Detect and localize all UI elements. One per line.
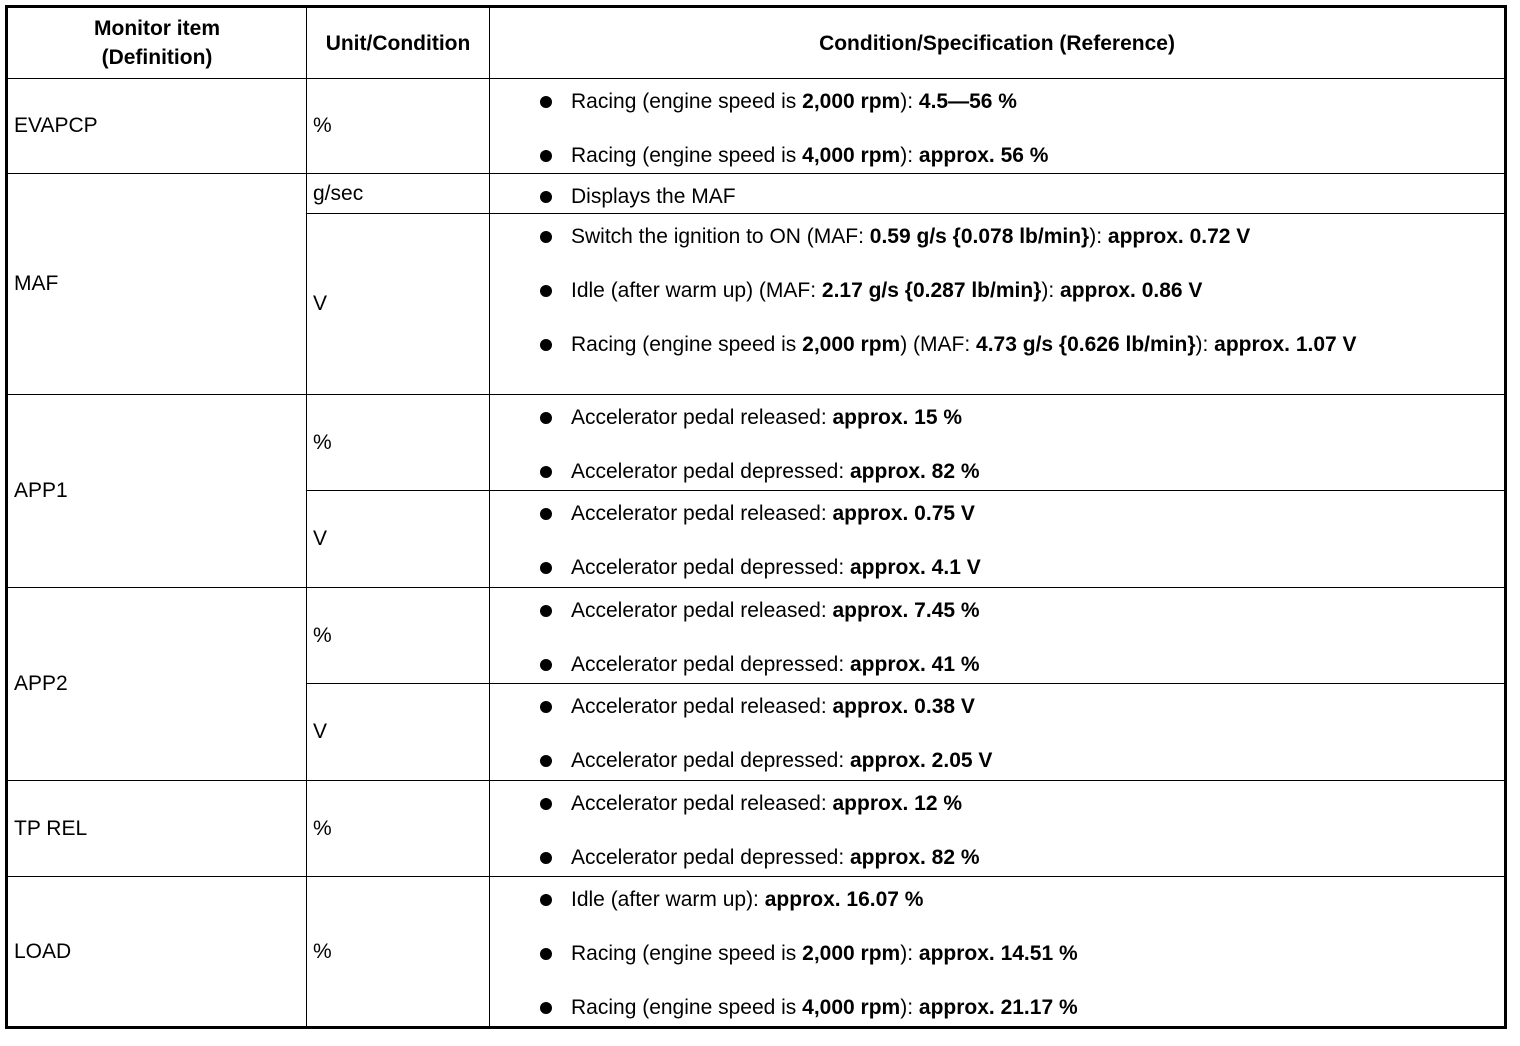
- specification-list: [530, 403, 1484, 486]
- specification-cell: [490, 684, 1506, 781]
- unit-cell: %: [307, 79, 490, 174]
- spec-text: ) (MAF:: [900, 333, 977, 356]
- spec-text: ):: [900, 90, 919, 113]
- specification-list: [530, 692, 1484, 775]
- header-line: Monitor item: [94, 17, 220, 40]
- spec-text: ):: [1195, 333, 1215, 356]
- specification-item: [530, 553, 1484, 582]
- spec-value: approx. 82 %: [850, 846, 980, 869]
- unit-cell: V: [307, 684, 490, 781]
- spec-text: Accelerator pedal released:: [571, 406, 833, 429]
- monitor-item-table: [5, 5, 1507, 1029]
- spec-value: approx. 14.51 %: [918, 942, 1078, 965]
- table-row: [7, 588, 1506, 684]
- spec-value: approx. 21.17 %: [918, 996, 1078, 1019]
- spec-text: Accelerator pedal released:: [571, 502, 833, 525]
- table-row: [7, 79, 1506, 174]
- header-specification: Condition/Specification (Reference): [490, 7, 1506, 79]
- specification-item: [530, 87, 1484, 116]
- bullet-icon: [540, 466, 552, 478]
- spec-value: approx. 1.07 V: [1214, 333, 1357, 356]
- spec-value: approx. 4.1 V: [850, 556, 981, 579]
- spec-text: Accelerator pedal depressed:: [571, 460, 850, 483]
- specification-item: [530, 843, 1484, 872]
- specification-item: [530, 276, 1484, 305]
- specification-cell: [490, 214, 1506, 395]
- specification-list: [530, 885, 1484, 1022]
- spec-value: approx. 16.07 %: [764, 888, 924, 911]
- spec-text: Accelerator pedal depressed:: [571, 846, 850, 869]
- specification-item: [530, 182, 1484, 211]
- spec-text: Accelerator pedal released:: [571, 599, 833, 622]
- unit-cell: V: [307, 214, 490, 395]
- spec-text: Accelerator pedal released:: [571, 792, 833, 815]
- table-row: [7, 781, 1506, 877]
- specification-cell: [490, 491, 1506, 588]
- spec-value: 2,000 rpm: [802, 942, 901, 965]
- table-header-row: [7, 7, 1506, 79]
- specification-item: [530, 939, 1484, 968]
- table-row: [7, 877, 1506, 1028]
- spec-value: 2.17 g/s {0.287 lb/min}: [821, 279, 1042, 302]
- unit-cell: %: [307, 395, 490, 491]
- spec-text: Idle (after warm up) (MAF:: [571, 279, 822, 302]
- spec-value: 4,000 rpm: [802, 144, 901, 167]
- spec-text: ):: [900, 942, 919, 965]
- bullet-icon: [540, 659, 552, 671]
- specification-cell: [490, 174, 1506, 214]
- table-row: [7, 395, 1506, 491]
- spec-value: approx. 82 %: [850, 460, 980, 483]
- bullet-icon: [540, 412, 552, 424]
- bullet-icon: [540, 508, 552, 520]
- bullet-icon: [540, 96, 552, 108]
- spec-value: approx. 56 %: [918, 144, 1049, 167]
- specification-item: [530, 885, 1484, 914]
- specification-item: [530, 330, 1484, 359]
- monitor-item-cell: LOAD: [7, 877, 307, 1028]
- bullet-icon: [540, 755, 552, 767]
- spec-value: 2,000 rpm: [802, 333, 901, 356]
- specification-list: [530, 87, 1484, 170]
- bullet-icon: [540, 798, 552, 810]
- unit-cell: V: [307, 491, 490, 588]
- spec-value: approx. 15 %: [832, 406, 963, 429]
- monitor-item-cell: EVAPCP: [7, 79, 307, 174]
- spec-text: Accelerator pedal depressed:: [571, 653, 850, 676]
- spec-value: approx. 41 %: [850, 653, 980, 676]
- table-row: [7, 174, 1506, 214]
- specification-cell: [490, 781, 1506, 877]
- spec-text: Idle (after warm up):: [571, 888, 765, 911]
- bullet-icon: [540, 285, 552, 297]
- unit-cell: g/sec: [307, 174, 490, 214]
- spec-value: 2,000 rpm: [802, 90, 901, 113]
- specification-list: [530, 596, 1484, 679]
- spec-text: Racing (engine speed is: [571, 90, 803, 113]
- bullet-icon: [540, 852, 552, 864]
- specification-item: [530, 692, 1484, 721]
- spec-value: approx. 12 %: [832, 792, 963, 815]
- bullet-icon: [540, 701, 552, 713]
- specification-cell: [490, 877, 1506, 1028]
- spec-text: Accelerator pedal depressed:: [571, 749, 850, 772]
- spec-value: approx. 0.72 V: [1107, 225, 1251, 248]
- spec-value: 4.5—56 %: [918, 90, 1017, 113]
- bullet-icon: [540, 1002, 552, 1014]
- bullet-icon: [540, 894, 552, 906]
- spec-text: ):: [900, 144, 919, 167]
- monitor-item-cell: TP REL: [7, 781, 307, 877]
- specification-item: [530, 222, 1484, 251]
- bullet-icon: [540, 562, 552, 574]
- bullet-icon: [540, 339, 552, 351]
- bullet-icon: [540, 948, 552, 960]
- specification-cell: [490, 79, 1506, 174]
- monitor-item-cell: MAF: [7, 174, 307, 395]
- unit-cell: %: [307, 588, 490, 684]
- spec-value: approx. 0.38 V: [832, 695, 975, 718]
- spec-text: ):: [900, 996, 919, 1019]
- unit-cell: %: [307, 877, 490, 1028]
- spec-text: ):: [1041, 279, 1061, 302]
- monitor-item-cell: APP2: [7, 588, 307, 781]
- spec-text: Switch the ignition to ON (MAF:: [571, 225, 870, 248]
- header-monitor-item: [7, 7, 307, 79]
- specification-cell: [490, 588, 1506, 684]
- spec-text: Racing (engine speed is: [571, 996, 803, 1019]
- specification-list: [530, 222, 1484, 359]
- specification-list: [530, 789, 1484, 872]
- spec-text: Displays the MAF: [571, 185, 736, 208]
- specification-item: [530, 141, 1484, 170]
- specification-cell: [490, 395, 1506, 491]
- spec-value: 0.59 g/s {0.078 lb/min}: [869, 225, 1090, 248]
- bullet-icon: [540, 605, 552, 617]
- spec-value: approx. 0.86 V: [1060, 279, 1203, 302]
- specification-item: [530, 403, 1484, 432]
- spec-text: Accelerator pedal released:: [571, 695, 833, 718]
- spec-text: Racing (engine speed is: [571, 144, 803, 167]
- specification-list: [530, 499, 1484, 582]
- specification-item: [530, 993, 1484, 1022]
- specification-item: [530, 457, 1484, 486]
- spec-value: 4.73 g/s {0.626 lb/min}: [976, 333, 1196, 356]
- spec-value: approx. 7.45 %: [832, 599, 980, 622]
- bullet-icon: [540, 150, 552, 162]
- specification-item: [530, 596, 1484, 625]
- header-line: (Definition): [101, 46, 213, 69]
- spec-text: Racing (engine speed is: [571, 942, 803, 965]
- unit-cell: %: [307, 781, 490, 877]
- spec-value: approx. 0.75 V: [832, 502, 975, 525]
- specification-item: [530, 650, 1484, 679]
- spec-text: Accelerator pedal depressed:: [571, 556, 850, 579]
- bullet-icon: [540, 191, 552, 203]
- bullet-icon: [540, 231, 552, 243]
- specification-list: [530, 182, 1484, 211]
- specification-item: [530, 746, 1484, 775]
- spec-text: ):: [1089, 225, 1108, 248]
- specification-item: [530, 499, 1484, 528]
- specification-item: [530, 789, 1484, 818]
- spec-text: Racing (engine speed is: [571, 333, 803, 356]
- spec-value: 4,000 rpm: [802, 996, 901, 1019]
- header-unit-condition: Unit/Condition: [307, 7, 490, 79]
- spec-value: approx. 2.05 V: [850, 749, 993, 772]
- monitor-item-cell: APP1: [7, 395, 307, 588]
